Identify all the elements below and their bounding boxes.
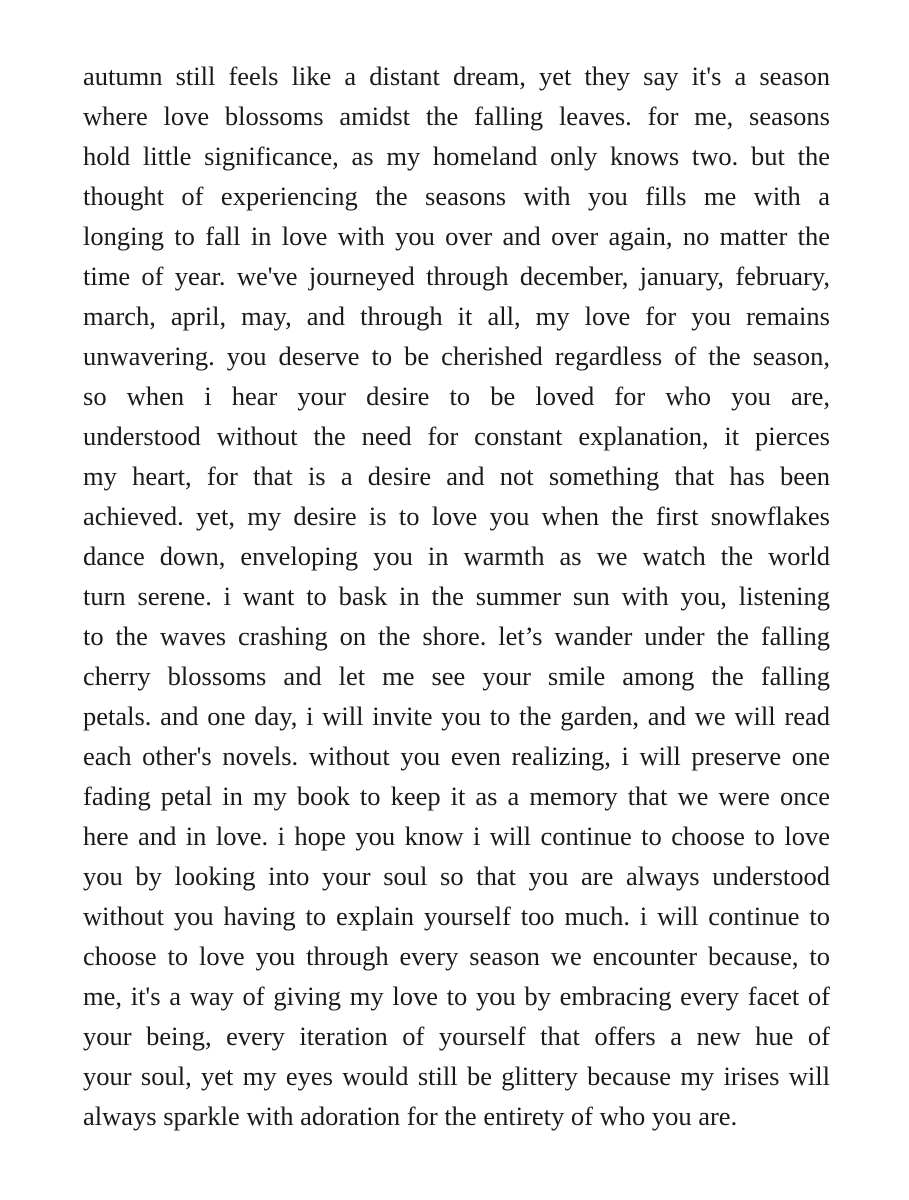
text-line: petals. and one day, i will invite you to the garden, and we will read [83, 701, 830, 731]
text-line: time of year. we've journeyed through december, january, february, [83, 261, 830, 291]
text-line: achieved. yet, my desire is to love you when the first snowflakes [83, 501, 830, 531]
text-line: here and in love. i hope you know i will continue to choose to love [83, 821, 830, 851]
text-line: unwavering. you deserve to be cherished regardless of the season, [83, 341, 830, 371]
letter-paragraph [83, 56, 830, 1136]
text-line: march, april, may, and through it all, my love for you remains [83, 301, 830, 331]
text-line: fading petal in my book to keep it as a memory that we were once [83, 781, 830, 811]
text-line: to the waves crashing on the shore. let’s wander under the falling [83, 621, 830, 651]
text-line: choose to love you through every season we encounter because, to [83, 941, 830, 971]
text-line: always sparkle with adoration for the entirety of who you are. [83, 1101, 738, 1131]
text-line: turn serene. i want to bask in the summer sun with you, listening [83, 581, 830, 611]
text-line: so when i hear your desire to be loved for who you are, [83, 381, 830, 411]
text-line: each other's novels. without you even realizing, i will preserve one [83, 741, 830, 771]
text-line: cherry blossoms and let me see your smile among the falling [83, 661, 830, 691]
text-line: dance down, enveloping you in warmth as we watch the world [83, 541, 830, 571]
text-line: your soul, yet my eyes would still be glittery because my irises will [83, 1061, 830, 1091]
text-line: understood without the need for constant explanation, it pierces [83, 421, 830, 451]
text-line: without you having to explain yourself too much. i will continue to [83, 901, 830, 931]
text-line: your being, every iteration of yourself that offers a new hue of [83, 1021, 830, 1051]
text-line: my heart, for that is a desire and not something that has been [83, 461, 830, 491]
text-line: where love blossoms amidst the falling leaves. for me, seasons [83, 101, 830, 131]
text-line: longing to fall in love with you over and over again, no matter the [83, 221, 830, 251]
text-line: thought of experiencing the seasons with you fills me with a [83, 181, 830, 211]
text-line: autumn still feels like a distant dream, yet they say it's a season [83, 61, 830, 91]
text-line: hold little significance, as my homeland only knows two. but the [83, 141, 830, 171]
text-line: you by looking into your soul so that you are always understood [83, 861, 830, 891]
text-line: me, it's a way of giving my love to you by embracing every facet of [83, 981, 830, 1011]
